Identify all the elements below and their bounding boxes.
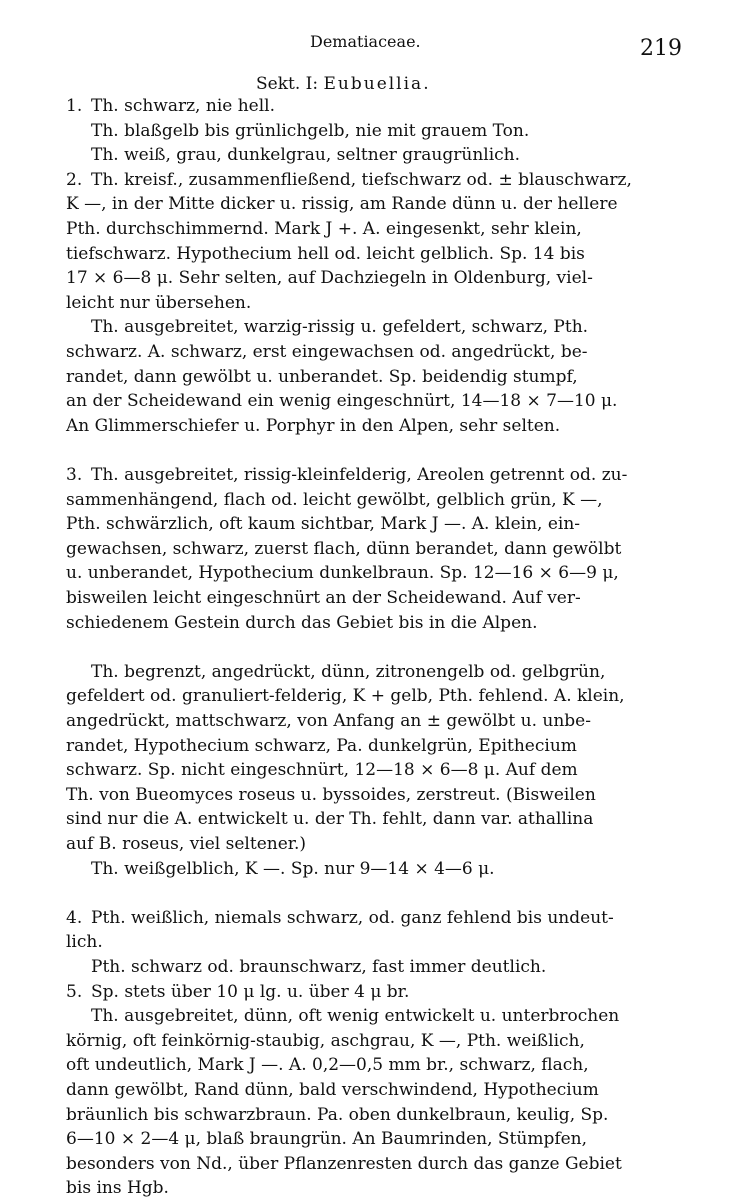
line-text: angedrückt, mattschwarz, von Anfang an ± gewölbt u. unbe- (66, 711, 591, 731)
line-text: schwarz. Sp. nicht eingeschnürt, 12—18 × 6—8 μ. Auf dem (66, 760, 578, 781)
line-text: Pth. schwärzlich, oft kaum sichtbar, Mark J —. A. klein, ein- (66, 514, 581, 535)
line-text: Pth. schwarz od. braunschwarz, fast immer deutlich. (91, 957, 547, 977)
line-text: Th. schwarz, nie hell. (91, 96, 276, 116)
line-text: u. unberandet, Hypothecium dunkelbraun. Sp. 12—16 × 6—9 μ, (66, 563, 619, 584)
line-text: bis ins Hgb. (66, 1178, 169, 1199)
section-name: Eubuellia. (323, 74, 431, 94)
line-text: Th. begrenzt, angedrückt, dünn, zitronengelb od. gelbgrün, (91, 661, 606, 682)
line-text: gefeldert od. granuliert-felderig, K + gelb, Pth. fehlend. A. klein, (66, 686, 625, 707)
line-text: schiedenem Gestein durch das Gebiet bis in die Alpen. (66, 612, 538, 633)
couplet-number: 5. (66, 981, 83, 1002)
line-text: lich. (66, 932, 103, 953)
line-text: 6—10 × 2—4 μ, blaß braungrün. An Baumrinden, Stümpfen, (66, 1129, 588, 1150)
line-text: an der Scheidewand ein wenig eingeschnürt, 14—18 × 7—10 μ. (66, 391, 618, 412)
line-text: Sp. stets über 10 μ lg. u. über 4 μ br. (91, 981, 410, 1002)
line-text: Pth. weißlich, niemals schwarz, od. ganz fehlend bis undeut- (91, 907, 614, 928)
running-head: Dematiaceae. (310, 32, 421, 51)
line-text: oft undeutlich, Mark J —. A. 0,2—0,5 mm br., schwarz, flach, (66, 1055, 589, 1076)
line-text: Th. ausgebreitet, rissig-kleinfelderig, Areolen getrennt od. zu- (91, 465, 628, 485)
line-text: bräunlich bis schwarzbraun. Pa. oben dunkelbraun, keulig, Sp. (66, 1104, 609, 1125)
couplet-number: 4. (66, 907, 83, 928)
line-text: schwarz. A. schwarz, erst eingewachsen od. angedrückt, be- (66, 342, 588, 362)
line-text: Pth. durchschimmernd. Mark J +. A. eingesenkt, sehr klein, (66, 219, 582, 239)
line-text: Th. weißgelblich, K —. Sp. nur 9—14 × 4—6 μ. (91, 858, 495, 879)
couplet-number: 3. (66, 465, 83, 485)
line-text: Th. kreisf., zusammenfließend, tiefschwarz od. ± blauschwarz, (91, 169, 632, 190)
line-text: An Glimmerschiefer u. Porphyr in den Alpen, sehr selten. (66, 415, 561, 436)
line-text: leicht nur übersehen. (66, 292, 252, 313)
line-text: Th. ausgebreitet, dünn, oft wenig entwickelt u. unterbrochen (91, 1006, 620, 1027)
line-text: Th. blaßgelb bis grünlichgelb, nie mit grauem Ton. (91, 120, 530, 141)
line-text: randet, dann gewölbt u. unberandet. Sp. beidendig stumpf, (66, 366, 578, 387)
line-text: 17 × 6—8 μ. Sehr selten, auf Dachziegeln in Oldenburg, viel- (66, 268, 593, 289)
section-title (256, 74, 431, 94)
line-text: sind nur die A. entwickelt u. der Th. fehlt, dann var. athallina (66, 809, 594, 830)
line-text: besonders von Nd., über Pflanzenresten durch das ganze Gebiet (66, 1153, 622, 1174)
line-text: Th. ausgebreitet, warzig-rissig u. gefeldert, schwarz, Pth. (91, 317, 589, 338)
line-text: Th. weiß, grau, dunkelgrau, seltner graugrünlich. (91, 145, 521, 166)
line-text: tiefschwarz. Hypothecium hell od. leicht gelblich. Sp. 14 bis (66, 243, 585, 264)
section-prefix: Sekt. I: (256, 74, 324, 94)
line-text: sammenhängend, flach od. leicht gewölbt, gelblich grün, K —, (66, 489, 603, 510)
line-text: körnig, oft feinkörnig-staubig, aschgrau, K —, Pth. weißlich, (66, 1030, 585, 1051)
line-text: gewachsen, schwarz, zuerst flach, dünn berandet, dann gewölbt (66, 538, 622, 559)
couplet-number: 1. (66, 96, 83, 116)
line-text: Th. von Bueomyces roseus u. byssoides, zerstreut. (Bisweilen (66, 784, 596, 805)
line-text: K —, in der Mitte dicker u. rissig, am Rande dünn u. der hellere (66, 194, 618, 215)
line-text: auf B. roseus, viel seltener.) (66, 834, 307, 854)
line-text: dann gewölbt, Rand dünn, bald verschwindend, Hypothecium (66, 1080, 599, 1100)
line-text: randet, Hypothecium schwarz, Pa. dunkelgrün, Epithecium (66, 735, 577, 756)
line-text: bisweilen leicht eingeschnürt an der Scheidewand. Auf ver- (66, 588, 581, 608)
page-number: 219 (640, 36, 682, 61)
couplet-number: 2. (66, 169, 83, 190)
